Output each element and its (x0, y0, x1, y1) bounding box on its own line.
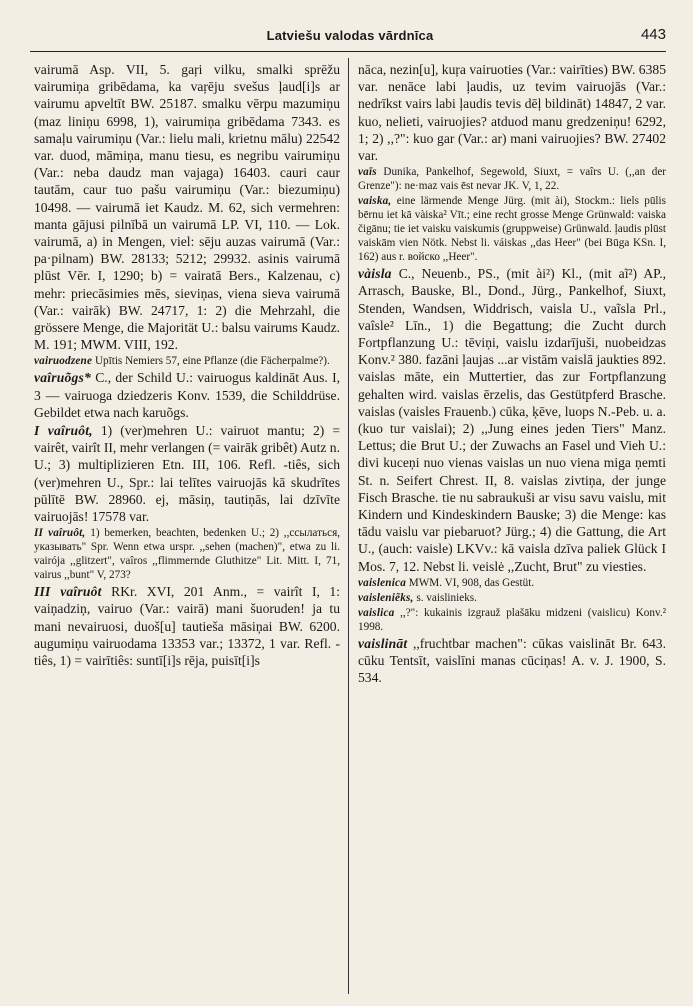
dictionary-entry (34, 583, 340, 669)
running-title: Latviešu valodas vārdnīca (266, 28, 434, 43)
entry-headword: vaislica (358, 606, 395, 619)
entry-headword: vairuodzene (34, 355, 93, 368)
page-number: 443 (640, 26, 666, 43)
entry-headword: vaisleniẽks, (358, 591, 414, 604)
dictionary-entry (34, 526, 340, 582)
dictionary-entry (358, 265, 666, 575)
entry-headword: vaislināt (358, 635, 408, 651)
column-divider (348, 58, 349, 994)
dictionary-entry (34, 354, 340, 368)
entry-headword: vaiska, (358, 195, 392, 208)
dictionary-entry (358, 165, 666, 193)
right-column (358, 61, 666, 1001)
dictionary-entry (34, 369, 340, 421)
entry-body: Upītis Nemiers 57, eine Pflanze (die Fächerpalme?). (94, 355, 330, 368)
dictionary-entry (358, 194, 666, 264)
entry-body: C., Neuenb., PS., (mit ài²) Kl., (mit aĩ²) AP., Arrasch, Bauske, Bl., Dond., Jürg., Pankelhof, Siuxt, Stenden, Wandsen, Widdrisch, vaisla U., vaĩsla Prl., vaîsle² Līn., 1) die Begattung; die Zucht durch Fortpflanzung U.: tēviņi, vaislu izdarījuši, nuobeidzas Konv.² 380. fazāni ļaujas ...ar vistām vaislā jaukties 892. vaislas māte, ein Muttertier, das zur Fortpflanzung gehalten wird. vaislas ērzelis, das Gestütpferd Brasche. vaislas (vaisles Frauenb.) cūka, ķēve, luops N.-Peb. u. a. (kuo tur vaislai); 2) ,,Jung eines jeden Tiers" Manz. Lettus; die Brut U.; der Zuwachs an Fasel und Vieh U.: divi kuceņi nuo vienas vaislas un nuo viena miga ņemti St. n. Seifert Chrest. II, 8. vaislas zivtiņa, der junge Fisch Brasche. tie nu sabraukuši ar visu savu vaislu, mit Kindern und Kindeskindern Bauske; 3) die Menge: kas tādu vaislu var piebaruot? Jürg.; 4) die Gattung, die Art U., (auch: vaisle) LKVv.: kā vaisla dzīva paliek Glück I Mos. 7, 12. Nebst li. veislė ,,Zucht, Brut" zu viesties. (358, 266, 666, 574)
dictionary-entry (358, 606, 666, 634)
entry-body: nāca, nezin[u], kuŗa vairuoties (Var.: vairīties) BW. 6385 var. nenāce labi ļaudis, uz tevim vairuojās (Var.: nedrīkst vairs labi ļaudis tevis dēļ bildināt) 14847, 2 var. kuo, nelieti, vairuojies? atduod manu gredzeniņu! 6292, 1; 2) ,,?": kuo gar (Var.: ar) mani vairuojies? BW. 27402 var. (358, 62, 666, 164)
dictionary-entry (34, 422, 340, 525)
entry-body: 1) bemerken, beachten, bedenken U.; 2) ,,ссылаться, указывать" Spr. Wenn etwa urspr. ,,sehen (machen)", etwa zu li. vairója ,,glitzert", vaîros ,,flimmernde Gluthitze" Lit. Mitt. I, 71, vairus ,,bunt" V, 273? (34, 527, 340, 582)
page-header (30, 24, 670, 50)
entry-headword: vaislenica (358, 576, 406, 589)
entry-body: ,,fruchtbar machen": cūkas vaislināt Br. 643. cūku Tentsīt, vaislīni manas cūciņas! A. v. J. 1900, S. 534. (358, 635, 666, 686)
entry-body: eine lärmende Menge Jürg. (mit ài), Stockm.: liels pūlis bērnu iet kā vàiska² Vīt.; eine recht grosse Menge Grünwald: vaiska čigānu; tie iet vaisku vaiskumis (gruppweise) Grünwald. ļaudis plūst vaiskām vien Nötk. Nebst li. váiskas ,,das Heer" (bei Būga KSn. I, 162) aus r. войско ,,Heer". (358, 195, 666, 264)
entry-headword: vàisla (358, 266, 392, 282)
dictionary-entry (358, 61, 666, 164)
dictionary-entry (358, 591, 666, 605)
entry-body: ,,?": kukainis izgrauž plašāku midzeni (vaislicu) Konv.² 1998. (358, 606, 666, 633)
entry-headword: vaīs (358, 166, 377, 179)
entry-headword: II vaîruôt, (34, 527, 86, 540)
entry-body: vairumā Asp. VII, 5. gaŗi vilku, smalki sprēžu vairumiņa gribēdama, ka vaŗēju svešus ļaud[i]s ar vairumu apveltīt BW. 25187. smalku vērpu mazumiņu (maz liniņu 6998, 1), vairumiņa gribēdama 7343. es samaļu vairumiņu (Var.: lielu mali, krietnu mālu) 22542 var. duod, māmiņa, manu tiesu, es negribu vairumiņu (Var.: neba daudz man vajaga) 16403. cauri caur tautām, caur tuo pašu vairumiņu (Var.: biezumiņu) 10498. — vairumā iet Kaudz. M. 62, sich vermehren: manta gājusi pilnībā un vairumā LP. VI, 110. — Lok. vairumā, a) in Mengen, viel: sēju auzas vairumā (Var.: pa·pilnam) BW. 28133; 5212; 29932. asinis vairumā plūst Vēr. I, 1290; b) = vairatā Bers., Kalzenau, c) mehr: priecāsimies mēs, sieviņas, viena sieva vairumā (Var.: vairāk) BW. 24717, 1: 2) die Mehrzahl, die grössere Menge, die Majorität U.: balsu vairums Kaudz. M. 191; MWM. VIII, 192. (34, 62, 340, 353)
entry-headword: III vaîruôt (34, 584, 102, 600)
entry-body: 1) (ver)mehren U.: vairuot mantu; 2) = vairêt, vairît II, mehr verlangen (= vairāk gribêt) Autz n. U.; 3) multiplizieren Etn. III, 106. Refl. -tiês, sich (ver)mehren U., Spr.: lai telītes vairuojās kā skudrītes pūlītē BW. 28960. ej, māsiņ, tautiņās, lai dzīvīte vairuojās! 17578 var. (34, 423, 340, 525)
left-column (34, 61, 340, 1001)
entry-body: s. vaislinieks. (416, 591, 477, 604)
entry-body: C., der Schild U.: vairuogus kaldināt Aus. I, 3 — vairuoga dziedzeris Konv. 1539, die Schilddrüse. Gebildet etwa nach karuõgs. (34, 370, 340, 420)
dictionary-entry (34, 61, 340, 353)
header-rule (30, 51, 666, 52)
dictionary-entry (358, 576, 666, 590)
entry-body: RKr. XVI, 201 Anm., = vairît I, 1: vaiņadziņ, vairuo (Var.: vairā) mani šuoruden! ja tu mani nevairuosi, duoš[u] tautieša māsiņai BW. 6200. augumiņu vairuodama 13353 var.; 13372, 1 var. Refl. -tiês, 1) = vairītiês: suntī[i]s rēja, puisīt[i]s (34, 584, 340, 669)
entry-body: MWM. VI, 908, das Gestüt. (408, 576, 535, 589)
entry-headword: vaîruõgs* (34, 370, 91, 386)
entry-headword: I vaîruôt, (34, 423, 93, 439)
entry-body: Dunika, Pankelhof, Segewold, Siuxt, = vaîrs U. (,,an der Grenze"): ne·maz vais ēst nevar JK. V, 1, 22. (358, 166, 666, 193)
dictionary-entry (358, 635, 666, 687)
